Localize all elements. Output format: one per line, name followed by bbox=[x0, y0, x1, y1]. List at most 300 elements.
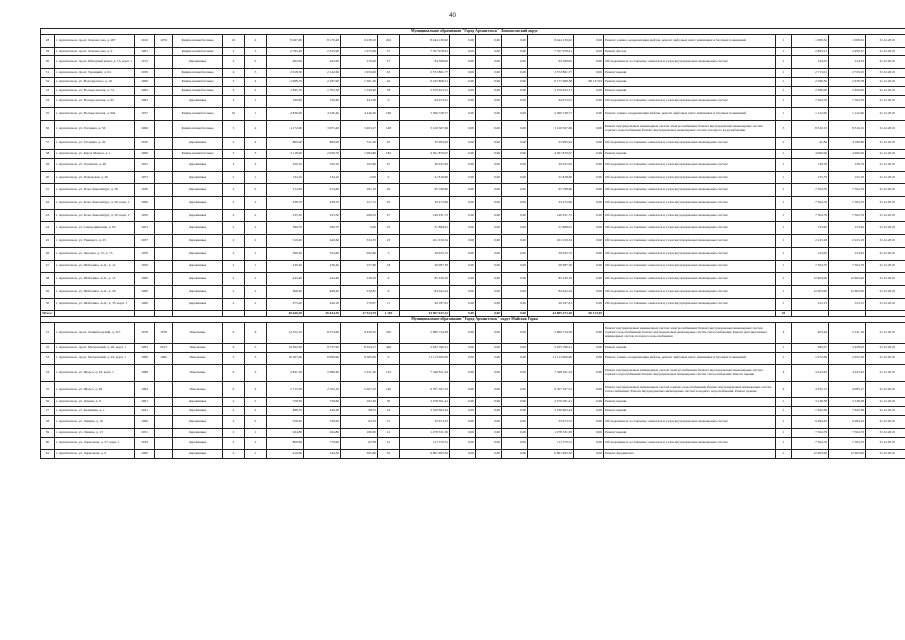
total-residents-cell: 1 182 bbox=[378, 311, 400, 317]
max-cost-cell: 123,13 bbox=[829, 298, 866, 311]
fund-cell: 0,00 bbox=[450, 260, 476, 273]
living-area-cell: 170,97 bbox=[341, 298, 378, 311]
regional-budget-cell: 0,00 bbox=[476, 365, 502, 382]
build-year-cell: 1966 bbox=[135, 416, 155, 429]
table-row bbox=[41, 222, 905, 235]
max-cost-cell: 7 504,79 bbox=[829, 260, 866, 273]
row-number: 28 bbox=[41, 35, 55, 48]
row-number: 31 bbox=[41, 69, 55, 78]
max-cost-cell: 136,79 bbox=[829, 159, 866, 172]
living-area-cell: 257,60 bbox=[341, 260, 378, 273]
work-type-cell: Обследование и составление элементов и узлов внутридомовых инженерных систем bbox=[604, 298, 776, 311]
row-number: 44 bbox=[41, 222, 55, 235]
municipal-budget-cell: 0,00 bbox=[502, 235, 528, 248]
row-number: 57 bbox=[41, 407, 55, 416]
entrances-cell: 2 bbox=[245, 285, 267, 298]
row-number: 35 bbox=[41, 108, 55, 121]
work-type-cell: Ремонт крыши bbox=[604, 398, 776, 407]
floors-cell: 2 bbox=[223, 416, 245, 429]
table-row bbox=[41, 150, 905, 159]
wall-material-cell: Кирпи-шлакоблочные bbox=[173, 150, 223, 159]
overhaul-year-cell bbox=[155, 416, 173, 429]
residents-cell: 41 bbox=[378, 437, 400, 450]
owner-funds-cell: 39 935,72 bbox=[528, 247, 574, 260]
overhaul-year-cell: 1978 bbox=[155, 323, 173, 344]
living-area-cell: 1 994,80 bbox=[341, 150, 378, 159]
max-cost-cell: 7 504,79 bbox=[829, 95, 866, 108]
owner-funds-cell: 94 073,91 bbox=[528, 95, 574, 108]
page-number: 40 bbox=[449, 13, 456, 19]
residents-cell: 16 bbox=[378, 222, 400, 235]
floors-cell: 2 bbox=[223, 437, 245, 450]
regional-budget-cell: 0,00 bbox=[476, 381, 502, 398]
area-cell: 399,70 bbox=[304, 222, 341, 235]
cost-total-cell: 85 226,19 bbox=[400, 273, 450, 286]
regional-budget-cell: 0,00 bbox=[476, 56, 502, 69]
work-type-cell: Обследование и составление элементов и узлов внутридомовых инженерных систем bbox=[604, 95, 776, 108]
wall-material-cell: Деревянные bbox=[173, 159, 223, 172]
area-cell: 356,10 bbox=[304, 159, 341, 172]
max-cost-cell: 124,33 bbox=[829, 56, 866, 69]
cost-total-cell: 3 126 567,69 bbox=[400, 120, 450, 137]
table-row bbox=[41, 197, 905, 210]
max-cost-cell: 2 950,37 bbox=[829, 47, 866, 56]
regional-budget-cell: 0,00 bbox=[476, 95, 502, 108]
cost-total-cell: 26 087,30 bbox=[400, 260, 450, 273]
living-area-cell: 334,70 bbox=[341, 235, 378, 248]
deadline-cell: 31.12.2019 bbox=[866, 209, 905, 222]
address-cell: г. Архангельск, ул. Поморская, д. 40 bbox=[55, 171, 135, 184]
floors-cell: 2 bbox=[223, 273, 245, 286]
overhaul-year-cell bbox=[155, 273, 173, 286]
max-cost-cell: 7 504,79 bbox=[829, 197, 866, 210]
area-cell: 8 574,60 bbox=[304, 323, 341, 344]
owner-funds-cell: 3 230 663,44 bbox=[528, 407, 574, 416]
municipal-budget-cell: 0,00 bbox=[502, 159, 528, 172]
municipal-budget-cell: 0,00 bbox=[502, 381, 528, 398]
table-row bbox=[41, 47, 905, 56]
overhaul-year-cell bbox=[155, 184, 173, 197]
build-year-cell: 1930 bbox=[135, 137, 155, 150]
table-row bbox=[41, 235, 905, 248]
build-year-cell: 1934 bbox=[135, 437, 155, 450]
living-area-cell: 98,53 bbox=[341, 407, 378, 416]
work-count-cell: 1 bbox=[776, 56, 792, 69]
address-cell: г. Архангельск, ул. Ларионова, д. 9 bbox=[55, 450, 135, 459]
max-cost-cell: 9 284,43 bbox=[829, 416, 866, 429]
fund-cell: 0,00 bbox=[450, 95, 476, 108]
other-funds-cell: 0,00 bbox=[574, 381, 604, 398]
floors-cell: 2 bbox=[223, 197, 245, 210]
living-area-cell: 0,00 bbox=[341, 171, 378, 184]
fund-cell: 0,00 bbox=[450, 171, 476, 184]
work-type-cell: Ремонт крыши bbox=[604, 86, 776, 95]
fund-cell: 0,00 bbox=[450, 450, 476, 459]
table-row bbox=[41, 35, 905, 48]
work-count-cell: 1 bbox=[776, 398, 792, 407]
wall-material-cell: Деревянные bbox=[173, 209, 223, 222]
deadline-cell: 31.12.2019 bbox=[866, 197, 905, 210]
address-cell: г. Архангельск, ул. Шабалина, А.О., д. 12 bbox=[55, 260, 135, 273]
regional-budget-cell: 0,00 bbox=[476, 77, 502, 86]
work-type-cell: Ремонт крыши bbox=[604, 343, 776, 352]
regional-budget-cell: 0,00 bbox=[476, 428, 502, 437]
fund-cell: 0,00 bbox=[450, 137, 476, 150]
wall-material-cell: Деревянные bbox=[173, 398, 223, 407]
entrances-cell: 5 bbox=[245, 343, 267, 352]
build-year-cell: 1960 bbox=[135, 150, 155, 159]
area-cell: 8 990,00 bbox=[304, 352, 341, 365]
municipal-budget-cell: 0,00 bbox=[502, 77, 528, 86]
fund-cell: 0,00 bbox=[450, 407, 476, 416]
floors-cell: 2 bbox=[223, 47, 245, 56]
work-count-cell: 1 bbox=[776, 150, 792, 159]
cost-total-cell: 94 073,91 bbox=[400, 95, 450, 108]
table-row bbox=[41, 398, 905, 407]
deadline-cell: 31.12.2019 bbox=[866, 235, 905, 248]
work-type-cell: Ремонт крыши bbox=[604, 69, 776, 78]
cost-total-cell: 2 935 796,21 bbox=[400, 343, 450, 352]
total-area-cell: 4 172,00 bbox=[267, 120, 304, 137]
build-year-cell: 1961 bbox=[135, 47, 155, 56]
cost-total-cell: 6 861 693,50 bbox=[400, 450, 450, 459]
address-cell: г. Архангельск, ул. Розы Люксембург, д. 58 bbox=[55, 184, 135, 197]
total-area-cell: 2 618,50 bbox=[267, 69, 304, 78]
fund-cell: 0,00 bbox=[450, 416, 476, 429]
specific-cost-cell: 1 072,09 bbox=[792, 352, 829, 365]
specific-cost-cell: 12 603,00 bbox=[792, 285, 829, 298]
deadline-cell: 31.12.2019 bbox=[866, 247, 905, 260]
wall-material-cell: Деревянные bbox=[173, 171, 223, 184]
max-cost-cell: 155,79 bbox=[829, 171, 866, 184]
owner-funds-cell: 85 226,19 bbox=[528, 273, 574, 286]
overhaul-year-cell bbox=[155, 247, 173, 260]
total-fund-cell: 0,00 bbox=[450, 311, 476, 317]
address-cell: г. Архангельск, ул. Шабалина, А.О., д. 26 bbox=[55, 285, 135, 298]
entrances-cell: 2 bbox=[245, 407, 267, 416]
other-funds-cell: 0,00 bbox=[574, 184, 604, 197]
entrances-cell: 2 bbox=[245, 437, 267, 450]
work-count-cell: 1 bbox=[776, 197, 792, 210]
area-cell: 2 686,40 bbox=[304, 365, 341, 382]
specific-cost-cell: 282,57 bbox=[792, 343, 829, 352]
max-cost-cell: 1 008,32 bbox=[829, 35, 866, 48]
capital-repair-table bbox=[40, 28, 905, 459]
row-number: 42 bbox=[41, 197, 55, 210]
fund-cell: 0,00 bbox=[450, 47, 476, 56]
build-year-cell: 1937 bbox=[135, 108, 155, 121]
work-count-cell: 4 bbox=[776, 323, 792, 344]
work-type-cell: Обследование и составление элементов и узлов внутридомовых инженерных систем bbox=[604, 159, 776, 172]
municipal-budget-cell: 0,00 bbox=[502, 343, 528, 352]
residents-cell: 448 bbox=[378, 343, 400, 352]
wall-material-cell: Деревянные bbox=[173, 56, 223, 69]
other-funds-cell: 0,00 bbox=[574, 86, 604, 95]
table-row bbox=[41, 137, 905, 150]
wall-material-cell: Деревянные bbox=[173, 95, 223, 108]
regional-budget-cell: 0,00 bbox=[476, 137, 502, 150]
row-number: 60 bbox=[41, 437, 55, 450]
wall-material-cell: Кирпи-шлакоблочные bbox=[173, 108, 223, 121]
municipal-budget-cell: 0,00 bbox=[502, 416, 528, 429]
table-row bbox=[41, 247, 905, 260]
build-year-cell: 1959 bbox=[135, 247, 155, 260]
table-row bbox=[41, 77, 905, 86]
owner-funds-cell: 84 942,24 bbox=[528, 285, 574, 298]
area-cell: 274,60 bbox=[304, 184, 341, 197]
row-number: 51 bbox=[41, 323, 55, 344]
regional-budget-cell: 0,00 bbox=[476, 260, 502, 273]
entrances-cell: 2 bbox=[245, 86, 267, 95]
other-funds-cell: 0,00 bbox=[574, 159, 604, 172]
overhaul-year-cell bbox=[155, 108, 173, 121]
deadline-cell: 31.12.2019 bbox=[866, 416, 905, 429]
address-cell: г. Архангельск, пр-кт. Московский, д. 40, корп. 1 bbox=[55, 343, 135, 352]
address-cell: г. Архангельск, пр-кт. Обводный канал, д. 15, корп. 1 bbox=[55, 56, 135, 69]
row-number: 55 bbox=[41, 381, 55, 398]
entrances-cell: 2 bbox=[245, 222, 267, 235]
fund-cell: 0,00 bbox=[450, 222, 476, 235]
wall-material-cell: Деревянные bbox=[173, 273, 223, 286]
specific-cost-cell: 1 008,32 bbox=[792, 35, 829, 48]
address-cell: г. Архангельск, ул. Шабалина, А.О., д. 15 bbox=[55, 273, 135, 286]
cost-total-cell: 5 366 728,77 bbox=[400, 108, 450, 121]
row-number: 48 bbox=[41, 273, 55, 286]
overhaul-year-cell bbox=[155, 197, 173, 210]
row-number: 36 bbox=[41, 120, 55, 137]
cost-total-cell: 29 187,61 bbox=[400, 298, 450, 311]
overhaul-year-cell bbox=[155, 298, 173, 311]
fund-cell: 0,00 bbox=[450, 150, 476, 159]
cost-total-cell: 21 818,60 bbox=[400, 171, 450, 184]
wall-material-cell: Деревянные bbox=[173, 197, 223, 210]
max-cost-cell: 1 122,00 bbox=[829, 108, 866, 121]
row-number: 32 bbox=[41, 77, 55, 86]
cost-total-cell: 39 935,72 bbox=[400, 247, 450, 260]
specific-cost-cell: 9 284,43 bbox=[792, 416, 829, 429]
other-funds-cell: 0,00 bbox=[574, 235, 604, 248]
entrances-cell: 4 bbox=[245, 35, 267, 48]
floors-cell: 9 bbox=[223, 343, 245, 352]
total-area-cell: 436,40 bbox=[267, 260, 304, 273]
build-year-cell: 1978 bbox=[135, 323, 155, 344]
entrances-cell: 1 bbox=[245, 171, 267, 184]
work-count-cell: 1 bbox=[776, 285, 792, 298]
regional-budget-cell: 0,00 bbox=[476, 273, 502, 286]
build-year-cell: 1966 bbox=[135, 120, 155, 137]
address-cell: г. Архангельск, ул. Гагарина, д. 20 bbox=[55, 137, 135, 150]
municipal-budget-cell: 0,00 bbox=[502, 184, 528, 197]
area-cell: 134,10 bbox=[304, 171, 341, 184]
table-row bbox=[41, 343, 905, 352]
floors-cell: 2 bbox=[223, 260, 245, 273]
work-type-cell: Ремонт, замена, модернизация лифтов, ремонт лифтовых шахт, машинных и блочных помещений bbox=[604, 108, 776, 121]
cost-total-cell: 6 767 167,23 bbox=[400, 381, 450, 398]
overhaul-year-cell bbox=[155, 450, 173, 459]
table-row bbox=[41, 381, 905, 398]
overhaul-year-cell bbox=[155, 56, 173, 69]
other-funds-cell: 0,00 bbox=[574, 352, 604, 365]
entrances-cell: 1 bbox=[245, 247, 267, 260]
work-count-cell: 1 bbox=[776, 35, 792, 48]
regional-budget-cell: 0,00 bbox=[476, 407, 502, 416]
owner-funds-cell: 7 348 811,34 bbox=[528, 365, 574, 382]
municipal-budget-cell: 0,00 bbox=[502, 285, 528, 298]
wall-material-cell: Деревянные bbox=[173, 137, 223, 150]
owner-funds-cell: 6 767 167,23 bbox=[528, 381, 574, 398]
regional-budget-cell: 0,00 bbox=[476, 450, 502, 459]
cost-total-cell: 1 278 331,56 bbox=[400, 428, 450, 437]
residents-cell: 30 bbox=[378, 398, 400, 407]
living-area-cell: 44,100 bbox=[341, 95, 378, 108]
build-year-cell: 1960 bbox=[135, 77, 155, 86]
work-type-cell: Ремонт внутридомовых инженерных систем электроснабжения; Ремонт внутридомовых инженерных систем горячего водоснабжения; Ремонт внутридомовых инженерных систем холодного водоснабжения bbox=[604, 120, 776, 137]
regional-budget-cell: 0,00 bbox=[476, 437, 502, 450]
floors-cell: 3 bbox=[223, 86, 245, 95]
max-cost-cell: 7 504,79 bbox=[829, 437, 866, 450]
living-area-cell: 151,72 bbox=[341, 197, 378, 210]
area-cell: 438,70 bbox=[304, 197, 341, 210]
living-area-cell: 1 559,40 bbox=[341, 86, 378, 95]
deadline-cell: 31.12.2019 bbox=[866, 120, 905, 137]
entrances-cell: 3 bbox=[245, 69, 267, 78]
floors-cell: 2 bbox=[223, 184, 245, 197]
max-cost-cell: 12 603,00 bbox=[829, 450, 866, 459]
wall-material-cell: Кирпи-шлакоблочные bbox=[173, 77, 223, 86]
work-type-cell: Ремонт внутридомовых инженерных систем горячего водоснабжения; Ремонт внутридомовых инженерных систем теплоснабжения; Ремонт внутридомовых инженерных систем холодного водоснабжения; Ремонт крыши bbox=[604, 381, 776, 398]
entrances-cell: 2 bbox=[245, 159, 267, 172]
work-count-cell: 1 bbox=[776, 437, 792, 450]
owner-funds-cell: 94 568,92 bbox=[528, 56, 574, 69]
table-row bbox=[41, 407, 905, 416]
table-row bbox=[41, 450, 905, 459]
total-area-cell: 36 644,30 bbox=[304, 311, 341, 317]
regional-budget-cell: 0,00 bbox=[476, 150, 502, 159]
floors-cell: 2 bbox=[223, 56, 245, 69]
floors-cell: 10 bbox=[223, 35, 245, 48]
floors-cell: 5 bbox=[223, 120, 245, 137]
specific-cost-cell: 7 504,79 bbox=[792, 95, 829, 108]
row-number: 33 bbox=[41, 86, 55, 95]
wall-material-cell: Деревянные bbox=[173, 450, 223, 459]
municipal-budget-cell: 0,00 bbox=[502, 108, 528, 121]
address-cell: г. Архангельск, пр-кт. Ломоносова, д. 287 bbox=[55, 35, 135, 48]
residents-cell: 0 bbox=[378, 171, 400, 184]
floors-cell: 5 bbox=[223, 352, 245, 365]
living-area-cell: 8 324,17 bbox=[341, 343, 378, 352]
total-area-cell: 1 845,70 bbox=[267, 86, 304, 95]
residents-cell: 24 bbox=[378, 407, 400, 416]
table-row bbox=[41, 285, 905, 298]
table-row bbox=[41, 56, 905, 69]
cost-total-cell: 11 113 900,00 bbox=[400, 352, 450, 365]
fund-cell: 0,00 bbox=[450, 120, 476, 137]
max-cost-cell: 2 223,18 bbox=[829, 235, 866, 248]
work-type-cell: Обследование и составление элементов и узлов внутридомовых инженерных систем bbox=[604, 273, 776, 286]
floors-cell: 2 bbox=[223, 171, 245, 184]
residents-cell: 42 bbox=[378, 77, 400, 86]
address-cell: г. Архангельск, ул. Воскресенская, д. 74 bbox=[55, 86, 135, 95]
wall-material-cell: Деревянные bbox=[173, 222, 223, 235]
table-row bbox=[41, 120, 905, 137]
specific-cost-cell: 4 000,00 bbox=[792, 150, 829, 159]
total-area-cell: 314,30 bbox=[267, 184, 304, 197]
total-area-cell: 444,40 bbox=[267, 273, 304, 286]
overhaul-year-cell bbox=[155, 159, 173, 172]
table-row bbox=[41, 428, 905, 437]
floors-cell: 2 bbox=[223, 428, 245, 437]
owner-funds-cell: 111 570,51 bbox=[528, 437, 574, 450]
total-area-cell: 475,00 bbox=[267, 298, 304, 311]
other-funds-cell: 0,00 bbox=[574, 137, 604, 150]
municipal-budget-cell: 0,00 bbox=[502, 209, 528, 222]
floors-cell: 2 bbox=[223, 398, 245, 407]
residents-cell: 78 bbox=[378, 86, 400, 95]
total-area-cell: 12 352,10 bbox=[267, 323, 304, 344]
floors-cell: 2 bbox=[223, 95, 245, 108]
regional-budget-cell: 0,00 bbox=[476, 416, 502, 429]
fund-cell: 0,00 bbox=[450, 352, 476, 365]
regional-budget-cell: 0,00 bbox=[476, 209, 502, 222]
build-year-cell: 1930 bbox=[135, 184, 155, 197]
total-area-cell: 438,70 bbox=[267, 197, 304, 210]
regional-budget-cell: 0,00 bbox=[476, 159, 502, 172]
build-year-cell: 1937 bbox=[135, 235, 155, 248]
fund-cell: 0,00 bbox=[450, 273, 476, 286]
area-cell: 4 526,40 bbox=[304, 108, 341, 121]
fund-cell: 0,00 bbox=[450, 398, 476, 407]
work-count-cell: 1 bbox=[776, 86, 792, 95]
total-area-cell: 264,80 bbox=[267, 428, 304, 437]
address-cell: г. Архангельск, ул. Шабалина, А.О., д. 35, корп. 1 bbox=[55, 298, 135, 311]
build-year-cell: 1939 bbox=[135, 69, 155, 78]
max-cost-cell: 12 603,00 bbox=[829, 273, 866, 286]
total-cost-total-cell: 44 967 637,31 bbox=[400, 311, 450, 317]
work-count-cell: 1 bbox=[776, 260, 792, 273]
build-year-cell: 1993 bbox=[135, 343, 155, 352]
address-cell: г. Архангельск, пр-кт. Ленинградский, д. 327 bbox=[55, 323, 135, 344]
build-year-cell: 1951 bbox=[135, 428, 155, 437]
owner-funds-cell: 5 680 734,58 bbox=[528, 323, 574, 344]
fund-cell: 0,00 bbox=[450, 35, 476, 48]
total-area-cell: 610,00 bbox=[267, 450, 304, 459]
other-funds-cell: 0,00 bbox=[574, 298, 604, 311]
deadline-cell: 31.12.2019 bbox=[866, 77, 905, 86]
build-year-cell: 1962 bbox=[135, 86, 155, 95]
table-row bbox=[41, 159, 905, 172]
row-number: 56 bbox=[41, 398, 55, 407]
work-type-cell: Обследование и составление элементов и узлов внутридомовых инженерных систем bbox=[604, 235, 776, 248]
wall-material-cell: Деревянные bbox=[173, 407, 223, 416]
specific-cost-cell: 1 122,00 bbox=[792, 108, 829, 121]
table-row bbox=[41, 437, 905, 450]
deadline-cell: 31.12.2019 bbox=[866, 56, 905, 69]
row-number: 53 bbox=[41, 352, 55, 365]
municipal-budget-cell: 0,00 bbox=[502, 260, 528, 273]
row-number: 39 bbox=[41, 159, 55, 172]
work-count-cell: 1 bbox=[776, 137, 792, 150]
work-type-cell: Обследование и составление элементов и узлов внутридомовых инженерных систем bbox=[604, 260, 776, 273]
living-area-cell: 3 493,27 bbox=[341, 120, 378, 137]
total-area-cell: 134,10 bbox=[267, 171, 304, 184]
municipal-budget-cell: 0,00 bbox=[502, 222, 528, 235]
build-year-cell: 1966 bbox=[135, 197, 155, 210]
total-total-area-cell: 40 646,30 bbox=[267, 311, 304, 317]
owner-funds-cell: 26 087,30 bbox=[528, 260, 574, 273]
floors-cell: 2 bbox=[223, 137, 245, 150]
fund-cell: 0,00 bbox=[450, 197, 476, 210]
deadline-cell: 31.12.2019 bbox=[866, 108, 905, 121]
